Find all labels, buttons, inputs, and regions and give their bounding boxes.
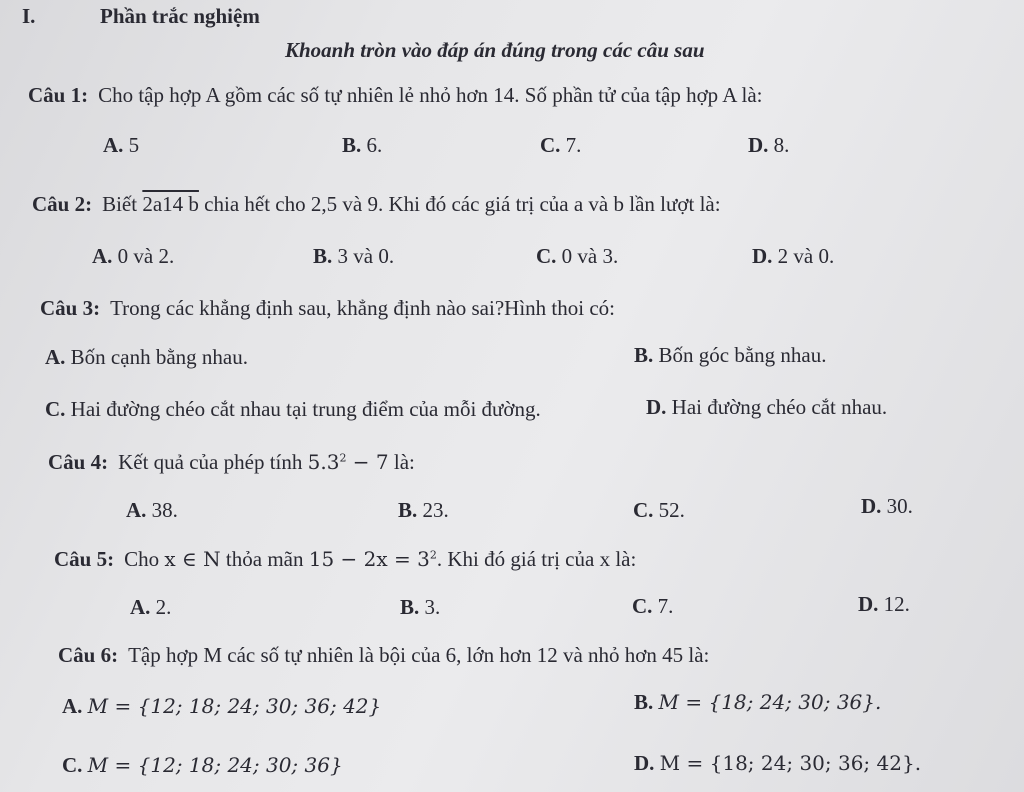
- q1-option-b[interactable]: [342, 133, 382, 158]
- option-letter: C.: [62, 753, 83, 777]
- q2-option-b[interactable]: [313, 244, 394, 269]
- q2-option-d[interactable]: [752, 244, 834, 269]
- q4-option-a[interactable]: [126, 498, 178, 523]
- option-text: 7.: [657, 594, 674, 618]
- option-letter: D.: [752, 244, 773, 268]
- q3-option-b[interactable]: [634, 343, 827, 368]
- question-label: Câu 2:: [32, 192, 93, 216]
- q5-option-a[interactable]: [130, 595, 171, 620]
- q3-option-d[interactable]: [646, 395, 887, 420]
- math-equation: $15 - 2x = 3^2$: [308, 547, 437, 571]
- option-letter: A.: [62, 694, 83, 718]
- option-text: Bốn cạnh bằng nhau.: [70, 345, 248, 369]
- option-text: 0 và 2.: [117, 244, 175, 268]
- option-text: 5: [128, 133, 140, 157]
- question-text-mid: thỏa mãn: [225, 547, 304, 571]
- option-text: 3 và 0.: [337, 244, 395, 268]
- option-letter: C.: [633, 498, 654, 522]
- option-text: 6.: [366, 133, 383, 157]
- option-text: 0 và 3.: [561, 244, 619, 268]
- option-letter: C.: [632, 594, 653, 618]
- option-text: M = {18; 24; 30; 36}.: [658, 690, 882, 714]
- option-text: 2 và 0.: [777, 244, 835, 268]
- option-text: 3.: [424, 595, 441, 619]
- q1-option-a[interactable]: [103, 133, 139, 158]
- option-text: 8.: [773, 133, 790, 157]
- question-text-post: . Khi đó giá trị của x là:: [436, 547, 637, 571]
- q3-option-c[interactable]: [45, 397, 541, 422]
- option-letter: B.: [634, 690, 654, 714]
- option-text: M = {12; 18; 24; 30; 36; 42}: [87, 694, 382, 718]
- option-letter: B.: [313, 244, 333, 268]
- question-label: Câu 3:: [40, 296, 101, 320]
- overlined-number: 2a14 b: [142, 192, 199, 216]
- question-text-pre: Kết quả của phép tính: [118, 450, 303, 474]
- question-text: Tập hợp M các số tự nhiên là bội của 6, lớn hơn 12 và nhỏ hơn 45 là:: [128, 643, 710, 667]
- option-text: Bốn góc bằng nhau.: [658, 343, 827, 367]
- option-letter: A.: [130, 595, 151, 619]
- question-text-post: chia hết cho 2,5 và 9. Khi đó các giá trị của a và b lần lượt là:: [204, 192, 721, 216]
- question-text-pre: Biết: [102, 192, 138, 216]
- option-letter: D.: [748, 133, 769, 157]
- question-1: [28, 83, 763, 108]
- option-text: 23.: [422, 498, 449, 522]
- question-5: [54, 547, 636, 572]
- q3-option-a[interactable]: [45, 345, 248, 370]
- option-letter: A.: [126, 498, 147, 522]
- q5-option-d[interactable]: [858, 592, 910, 617]
- q1-option-c[interactable]: [540, 133, 581, 158]
- question-label: Câu 5:: [54, 547, 115, 571]
- q4-option-d[interactable]: [861, 494, 913, 519]
- question-text: Cho tập hợp A gồm các số tự nhiên lẻ nhỏ hơn 14. Số phần tử của tập hợp A là:: [98, 83, 763, 107]
- question-2: [32, 192, 721, 217]
- section-title: Phần trắc nghiệm: [100, 4, 260, 28]
- q2-option-a[interactable]: [92, 244, 174, 269]
- option-text: 52.: [658, 498, 685, 522]
- math-condition: x ∈ N: [164, 547, 221, 571]
- question-3: [40, 296, 615, 321]
- option-text: Hai đường chéo cắt nhau.: [671, 395, 888, 419]
- option-letter: C.: [540, 133, 561, 157]
- option-text: M = {12; 18; 24; 30; 36}: [87, 753, 343, 777]
- q6-option-a[interactable]: [62, 694, 381, 719]
- option-letter: D.: [646, 395, 667, 419]
- question-text-pre: Cho: [124, 547, 160, 571]
- option-letter: A.: [45, 345, 66, 369]
- option-text: 7.: [565, 133, 582, 157]
- option-letter: A.: [103, 133, 124, 157]
- option-text: M = {18; 24; 30; 36; 42}.: [659, 751, 922, 775]
- option-letter: B.: [634, 343, 654, 367]
- option-text: 38.: [151, 498, 178, 522]
- q4-option-b[interactable]: [398, 498, 449, 523]
- option-text: Hai đường chéo cắt nhau tại trung điểm của mỗi đường.: [70, 397, 541, 421]
- q2-option-c[interactable]: [536, 244, 618, 269]
- option-letter: B.: [398, 498, 418, 522]
- option-text: 2.: [155, 595, 172, 619]
- question-label: Câu 1:: [28, 83, 89, 107]
- q5-option-c[interactable]: [632, 594, 673, 619]
- option-letter: D.: [634, 751, 655, 775]
- section-number: I.: [22, 4, 36, 28]
- question-text-post: là:: [393, 450, 415, 474]
- q1-option-d[interactable]: [748, 133, 789, 158]
- q5-option-b[interactable]: [400, 595, 440, 620]
- q6-option-d[interactable]: [634, 751, 921, 776]
- option-letter: B.: [342, 133, 362, 157]
- option-letter: D.: [861, 494, 882, 518]
- option-letter: C.: [45, 397, 66, 421]
- q6-option-b[interactable]: [634, 690, 881, 715]
- question-6: [58, 643, 709, 668]
- option-text: 12.: [883, 592, 910, 616]
- instruction: Khoanh tròn vào đáp án đúng trong các câu sau: [285, 38, 705, 62]
- option-letter: B.: [400, 595, 420, 619]
- question-text: Trong các khẳng định sau, khẳng định nào sai?Hình thoi có:: [110, 296, 615, 320]
- option-letter: A.: [92, 244, 113, 268]
- option-letter: C.: [536, 244, 557, 268]
- q4-option-c[interactable]: [633, 498, 685, 523]
- option-text: 30.: [886, 494, 913, 518]
- math-expression: $5.3^2 - 7$: [307, 450, 389, 474]
- question-label: Câu 4:: [48, 450, 109, 474]
- q6-option-c[interactable]: [62, 753, 343, 778]
- option-letter: D.: [858, 592, 879, 616]
- question-label: Câu 6:: [58, 643, 119, 667]
- question-4: [48, 450, 415, 475]
